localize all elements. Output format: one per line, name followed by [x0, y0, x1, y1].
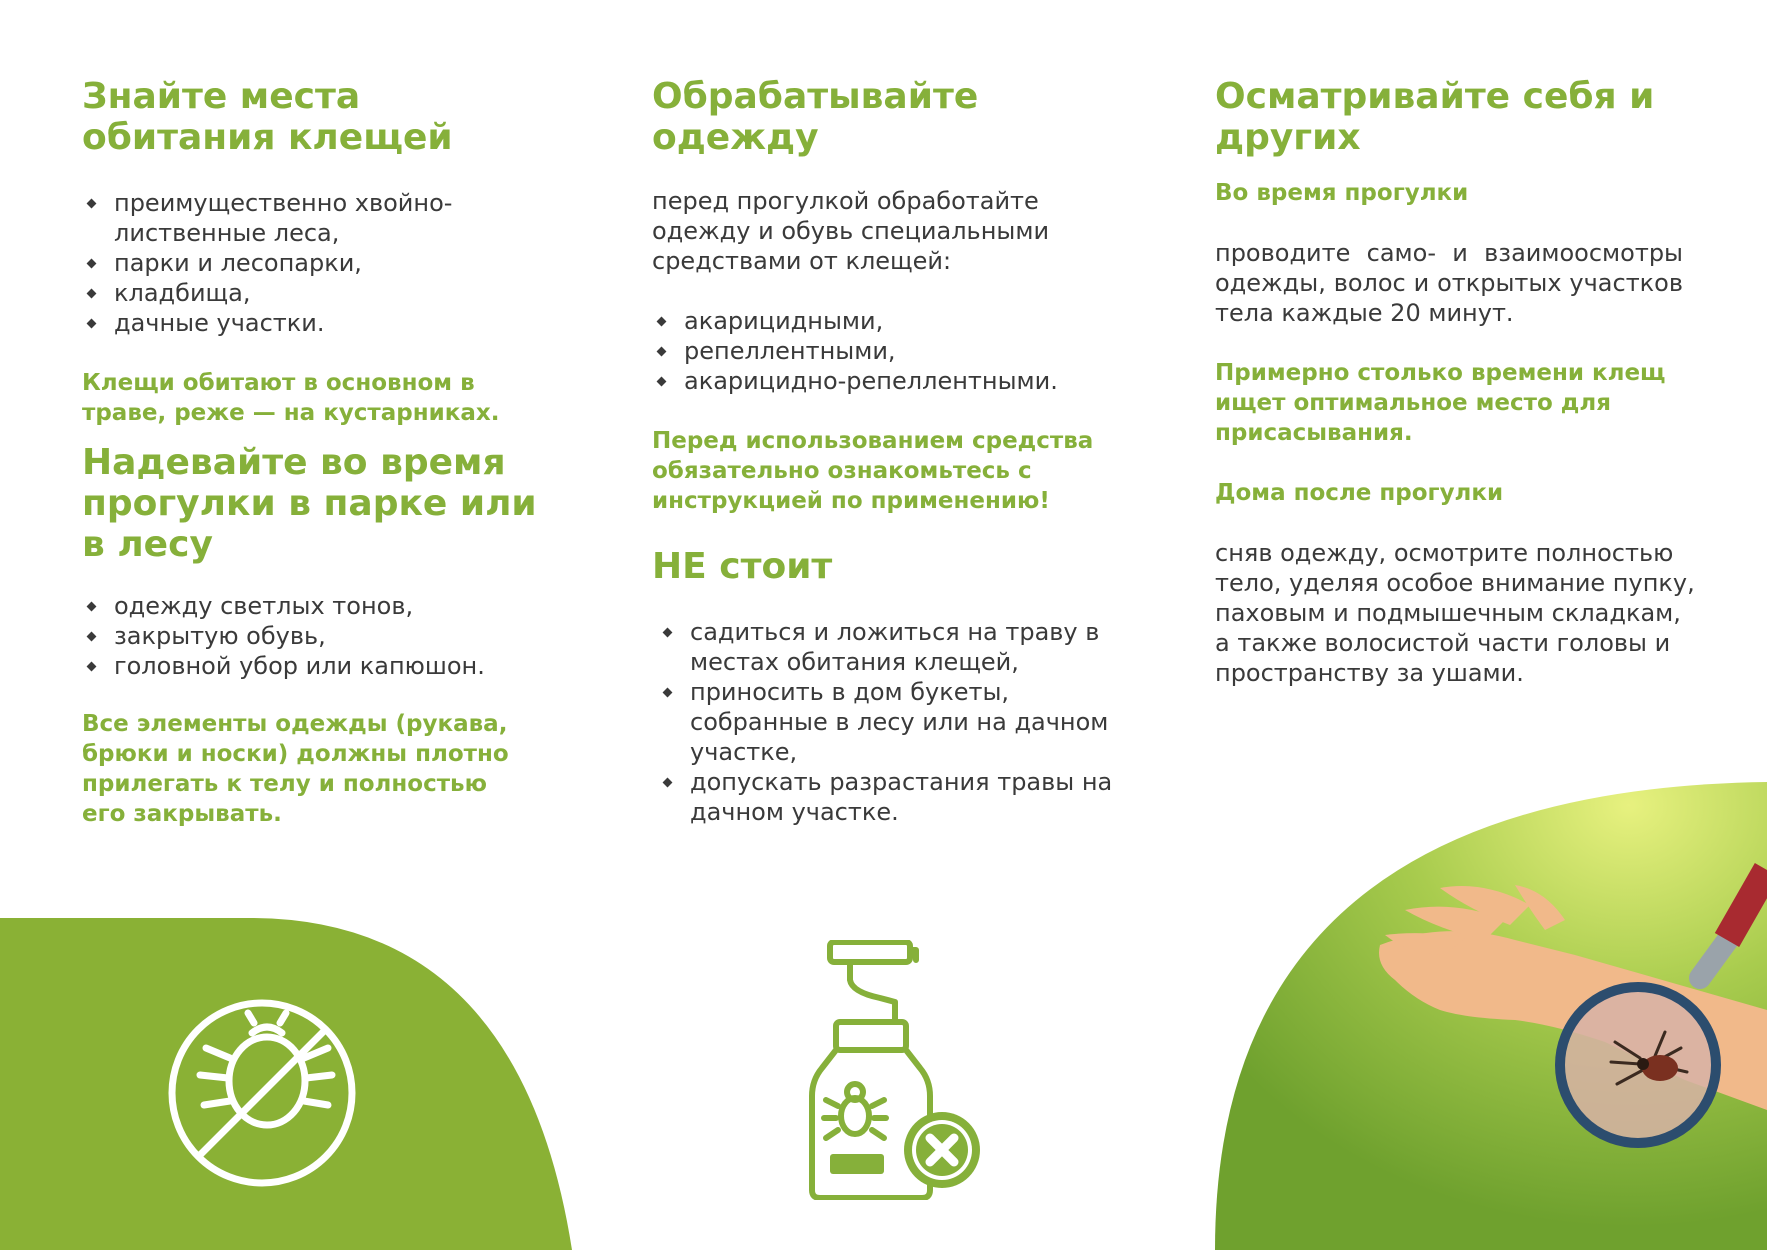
habitat-note: Клещи обитают в основном в траве, реже — на кустарниках.	[82, 370, 500, 426]
bullet-icon	[87, 632, 97, 642]
list-item: акарицидно-репеллентными.	[652, 366, 1132, 396]
tick-spray-bottle-icon	[800, 940, 990, 1200]
list-item: дачные участки.	[82, 308, 562, 338]
treatment-text: перед прогулкой обработайте одежду и обувь специальными средствами от клещей:	[652, 187, 1050, 275]
list-item: кладбища,	[82, 278, 562, 308]
list-item: садиться и ложиться на траву в местах обитания клещей,	[658, 617, 1128, 677]
list-item: репеллентными,	[652, 336, 1132, 366]
bullet-icon	[87, 662, 97, 672]
inspection-text: проводите само- и взаимоосмотры одежды, волос и открытых участков тела каждые 20 минут.	[1215, 239, 1683, 327]
left-green-panel	[0, 918, 575, 1250]
treatment-list	[652, 306, 1132, 396]
bullet-icon	[87, 259, 97, 269]
column-treatment	[652, 76, 1132, 827]
bullet-icon	[657, 347, 667, 357]
bullet-icon	[657, 377, 667, 387]
list-item: парки и лесопарки,	[82, 248, 562, 278]
bullet-icon	[87, 319, 97, 329]
list-item: закрытую обувь,	[82, 621, 562, 651]
section-title-habitats: Знайте места обитания клещей	[82, 76, 453, 158]
list-item: приносить в дом букеты, собранные в лесу или на дачном участке,	[658, 677, 1128, 767]
section-title-dont: НЕ стоит	[652, 546, 833, 587]
bullet-icon	[87, 289, 97, 299]
section-title-treatment: Обрабатывайте одежду	[652, 76, 979, 158]
subheading-at-home: Дома после прогулки	[1215, 480, 1504, 506]
bullet-icon	[87, 602, 97, 612]
habitat-list	[82, 188, 562, 338]
inspection-illustration	[1215, 780, 1767, 1250]
list-item: головной убор или капюшон.	[82, 651, 562, 681]
clothing-note: Все элементы одежды (рукава, брюки и носки) должны плотно прилегать к телу и полностью его закрывать.	[82, 711, 509, 827]
bullet-icon	[87, 199, 97, 209]
subheading-during-walk: Во время прогулки	[1215, 180, 1469, 206]
section-title-clothing: Надевайте во время прогулки в парке или в лесу	[82, 442, 537, 565]
bullet-icon	[663, 778, 673, 788]
home-text: сняв одежду, осмотрите полностью тело, уделяя особое внимание пупку, паховым и подмышечным складкам, а также волосистой части головы и пространству за ушами.	[1215, 539, 1695, 687]
column-habitats	[82, 76, 562, 829]
inspection-note: Примерно столько времени клещ ищет оптимальное место для присасывания.	[1215, 360, 1666, 446]
list-item: преимущественно хвойно-лиственные леса,	[82, 188, 562, 248]
column-inspection	[1215, 76, 1715, 688]
clothing-list	[82, 591, 562, 681]
bullet-icon	[657, 317, 667, 327]
section-title-inspection: Осматривайте себя и других	[1215, 76, 1655, 158]
list-item: акарицидными,	[652, 306, 1132, 336]
list-item: одежду светлых тонов,	[82, 591, 562, 621]
bullet-icon	[663, 688, 673, 698]
treatment-warning: Перед использованием средства обязательно ознакомьтесь с инструкцией по применению!	[652, 428, 1094, 514]
dont-list	[658, 617, 1128, 827]
bullet-icon	[663, 628, 673, 638]
list-item: допускать разрастания травы на дачном участке.	[658, 767, 1128, 827]
